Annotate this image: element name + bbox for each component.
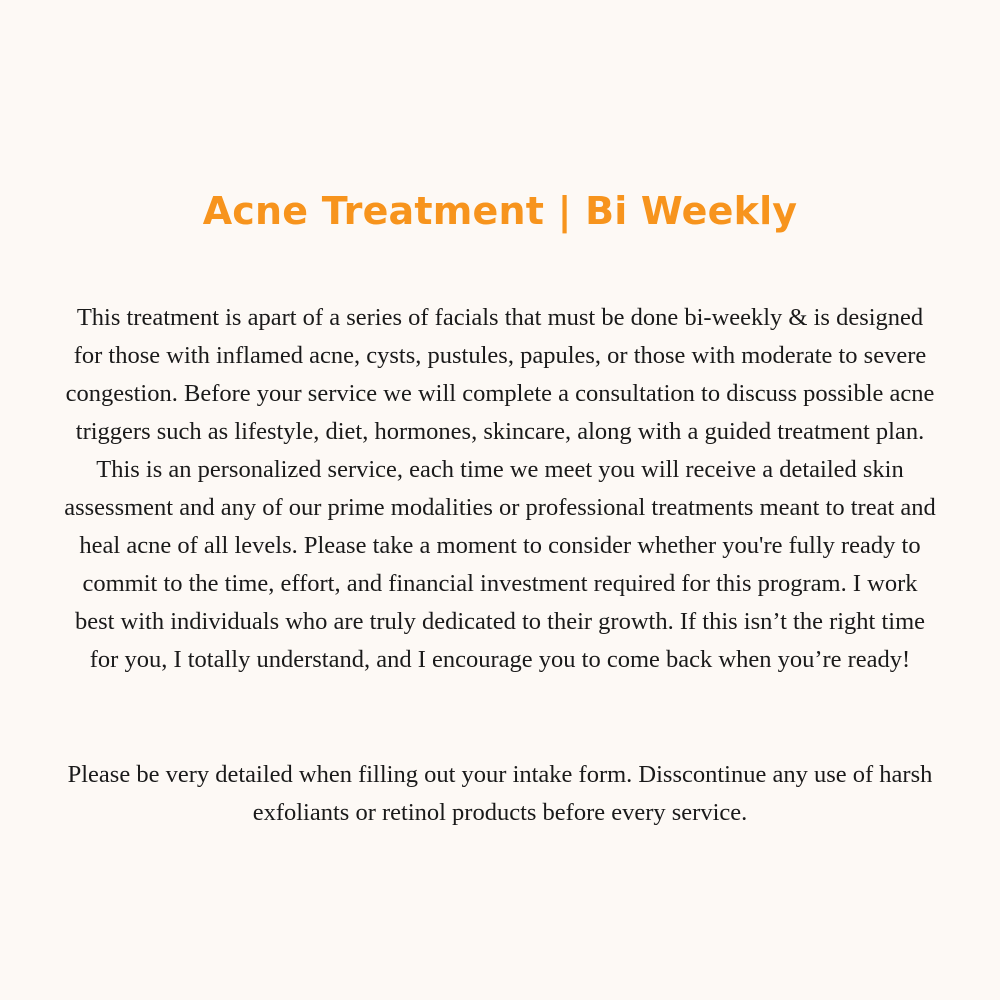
page-title: Acne Treatment | Bi Weekly: [202, 189, 798, 233]
intake-note: Please be very detailed when filling out your intake form. Disscontinue any use of harsh exfoliants or retinol products before every service.: [67, 761, 933, 826]
treatment-description: This treatment is apart of a series of facials that must be done bi-weekly & is designed for those with inflamed acne, cysts, pustules, papules, or those with moderate to severe congestion. Before your service we will complete a consultation to discuss possible acne triggers such as lifestyle, diet, hormones, skincare, along with a guided treatment plan. This is an personalized service, each time we meet you will receive a detailed skin assessment and any of our prime modalities or professional treatments meant to treat and heal acne of all levels. Please take a moment to consider whether you're fully ready to commit to the time, effort, and financial investment required for this program. I work best with individuals who are truly dedicated to their growth. If this isn’t the right time for you, I totally understand, and I encourage you to come back when you’re ready!: [64, 304, 936, 673]
